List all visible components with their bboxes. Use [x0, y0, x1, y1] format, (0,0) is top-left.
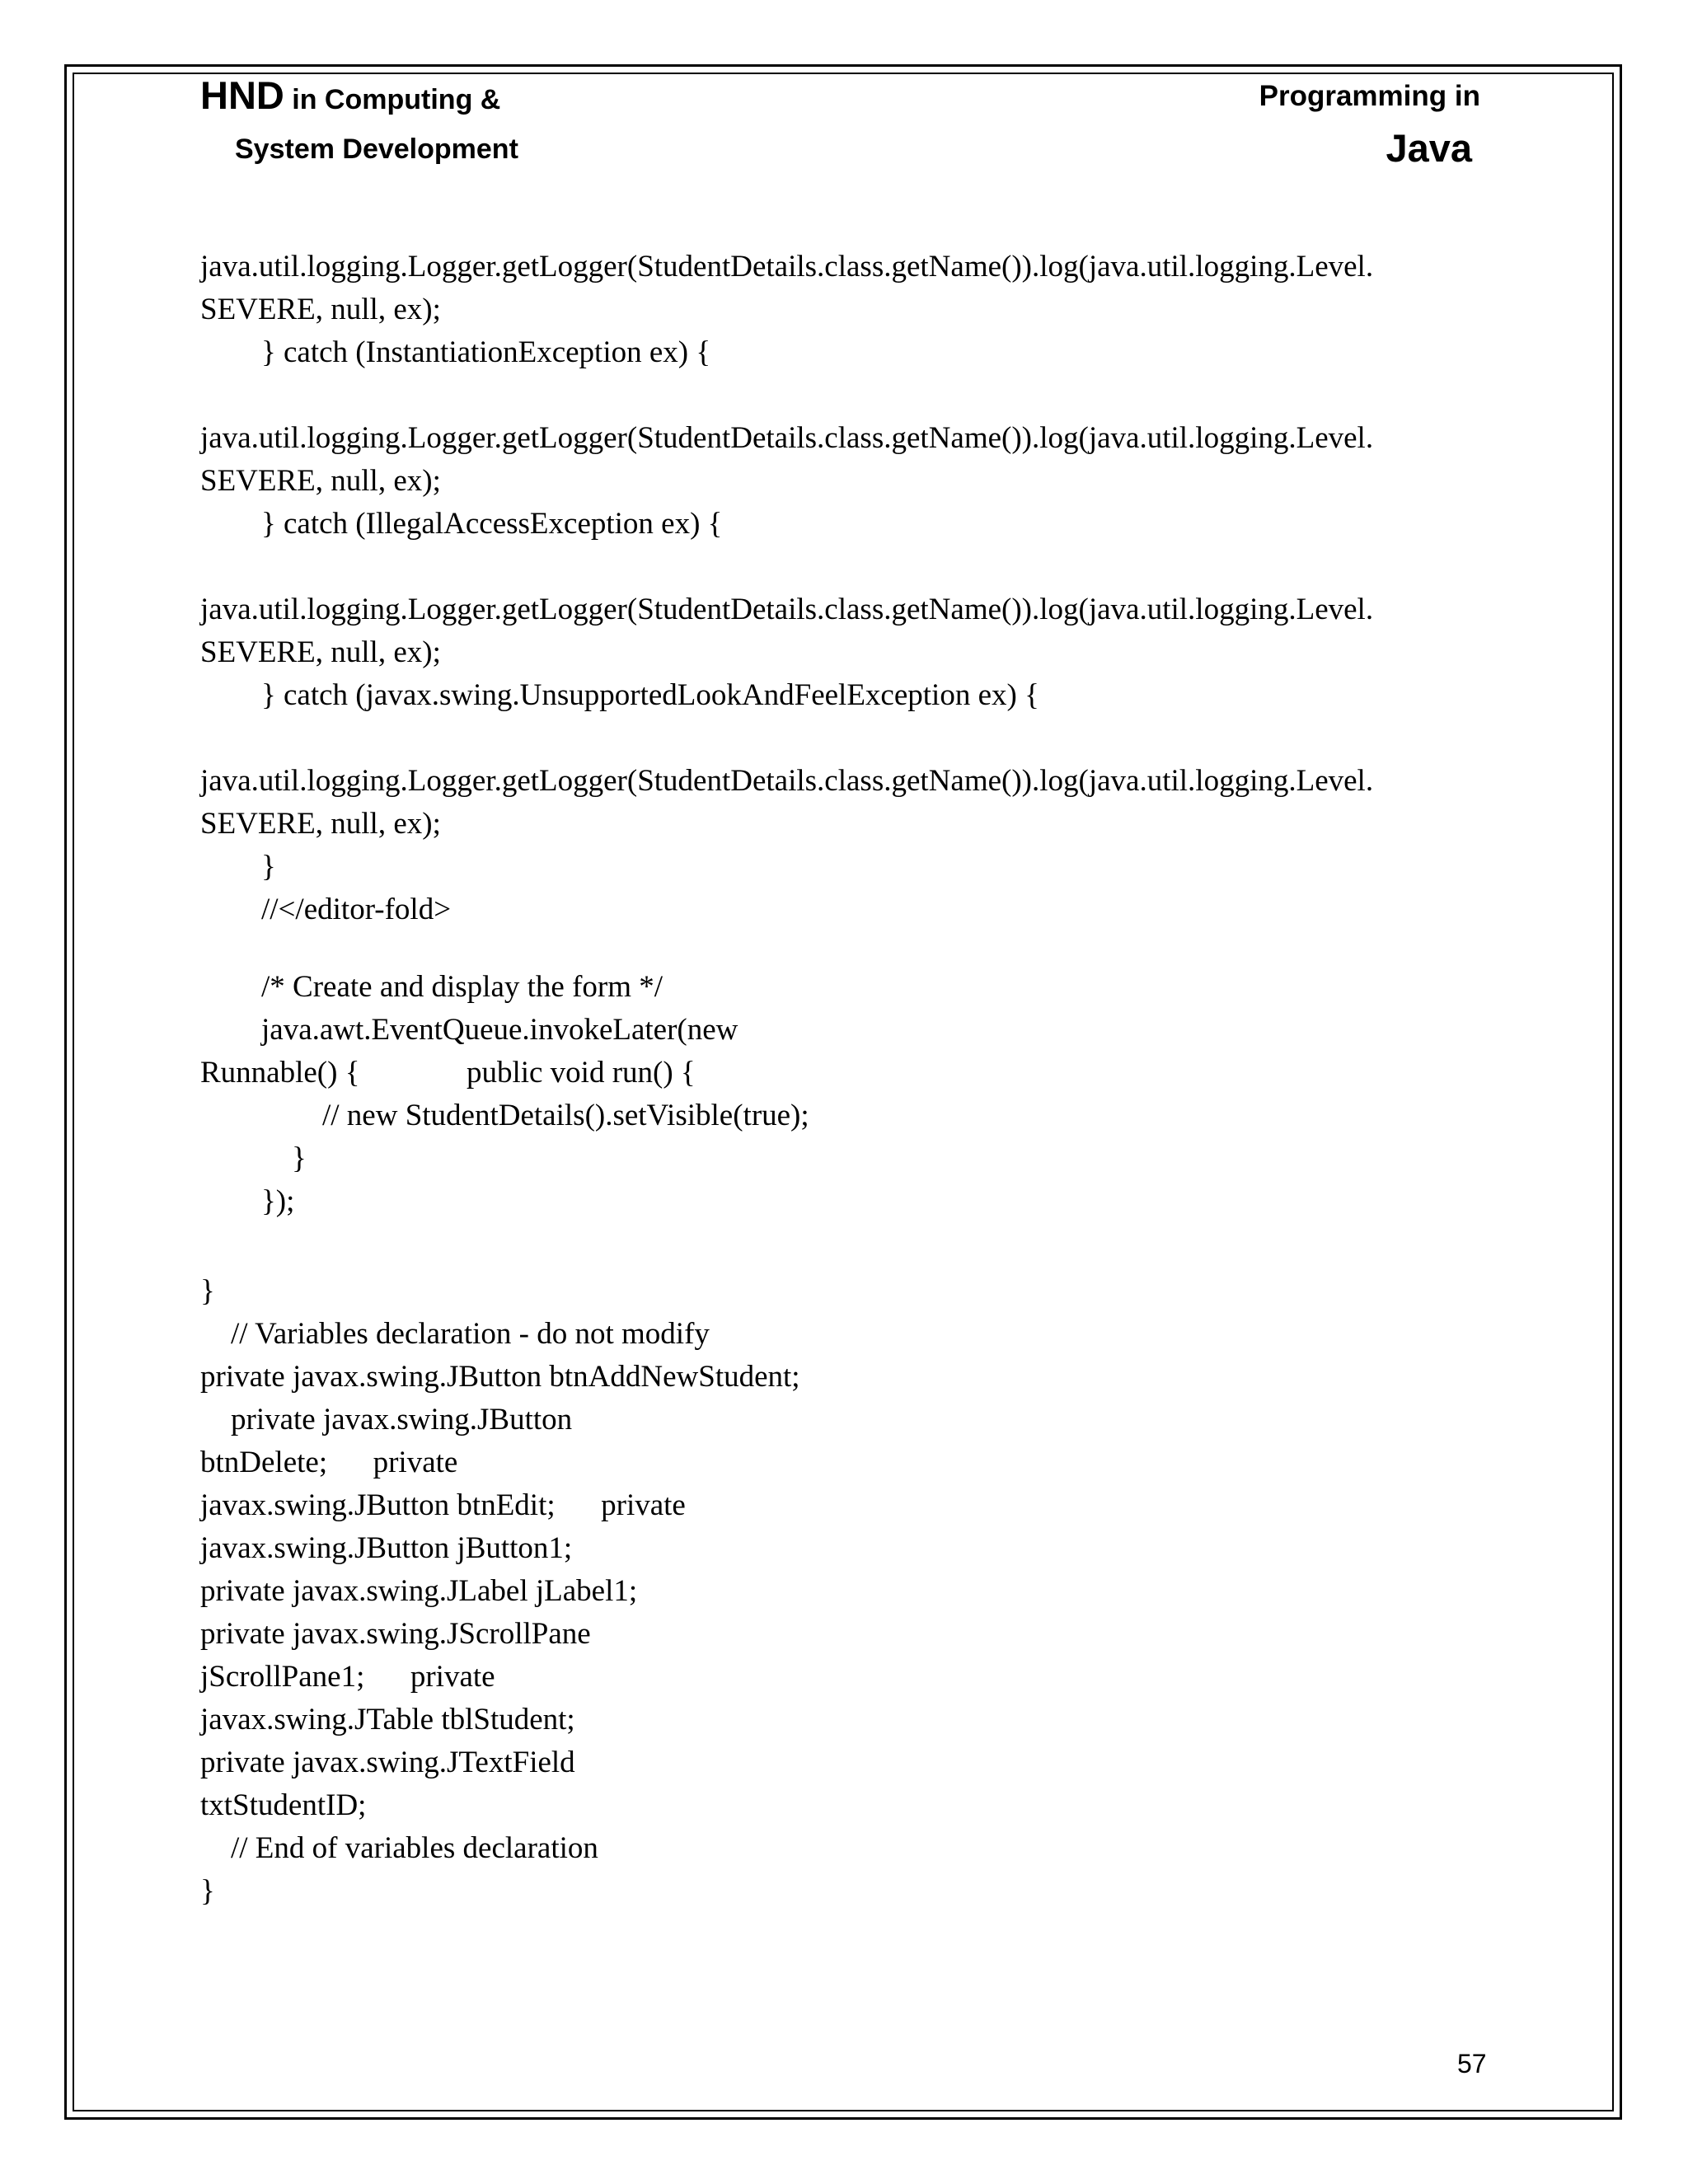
- code-line: javax.swing.JButton jButton1;: [200, 1531, 573, 1565]
- code-line: // new StudentDetails().setVisible(true);: [200, 1099, 809, 1132]
- header-programming-in: Programming in: [1259, 80, 1480, 112]
- code-line: java.util.logging.Logger.getLogger(StudentDetails.class.getName()).log(java.util.logging.Level.: [200, 421, 1374, 455]
- code-line: //</editor-fold>: [200, 893, 452, 926]
- code-line: // End of variables declaration: [200, 1831, 598, 1865]
- code-line: Runnable() { public void run() {: [200, 1056, 696, 1090]
- code-line: }: [200, 1274, 215, 1308]
- code-line: java.util.logging.Logger.getLogger(StudentDetails.class.getName()).log(java.util.logging.Level.: [200, 593, 1374, 626]
- code-line: }: [200, 1874, 215, 1908]
- code-line: txtStudentID;: [200, 1788, 367, 1822]
- code-line: });: [200, 1184, 295, 1218]
- code-line: private javax.swing.JButton: [200, 1403, 573, 1436]
- code-line: java.util.logging.Logger.getLogger(StudentDetails.class.getName()).log(java.util.logging.Level.: [200, 250, 1374, 284]
- code-line: javax.swing.JTable tblStudent;: [200, 1703, 575, 1736]
- code-line: SEVERE, null, ex);: [200, 464, 441, 498]
- code-line: private javax.swing.JTextField: [200, 1746, 575, 1779]
- page-number: 57: [1457, 2049, 1487, 2079]
- code-line: SEVERE, null, ex);: [200, 293, 441, 326]
- code-line: } catch (InstantiationException ex) {: [200, 335, 711, 369]
- code-line: } catch (IllegalAccessException ex) {: [200, 507, 723, 541]
- header-java: Java: [1386, 126, 1472, 170]
- code-line: } catch (javax.swing.UnsupportedLookAndFeelException ex) {: [200, 678, 1039, 712]
- code-line: java.awt.EventQueue.invokeLater(new: [200, 1013, 738, 1047]
- code-line: btnDelete; private: [200, 1446, 458, 1479]
- header-course-title: [200, 73, 500, 118]
- header-in-computing: in Computing &: [284, 84, 501, 115]
- code-line: javax.swing.JButton btnEdit; private: [200, 1488, 686, 1522]
- code-line: SEVERE, null, ex);: [200, 807, 441, 841]
- code-line: }: [200, 850, 276, 883]
- code-line: private javax.swing.JButton btnAddNewStudent;: [200, 1360, 800, 1394]
- code-line: jScrollPane1; private: [200, 1660, 495, 1694]
- code-line: }: [200, 1141, 307, 1175]
- code-line: java.util.logging.Logger.getLogger(StudentDetails.class.getName()).log(java.util.logging.Level.: [200, 764, 1374, 798]
- code-line: private javax.swing.JScrollPane: [200, 1617, 591, 1651]
- code-line: private javax.swing.JLabel jLabel1;: [200, 1574, 638, 1608]
- code-line: // Variables declaration - do not modify: [200, 1317, 710, 1351]
- code-line: /* Create and display the form */: [200, 970, 663, 1004]
- header-hnd: HND: [200, 73, 284, 117]
- header-system-development: System Development: [235, 134, 518, 165]
- code-line: SEVERE, null, ex);: [200, 635, 441, 669]
